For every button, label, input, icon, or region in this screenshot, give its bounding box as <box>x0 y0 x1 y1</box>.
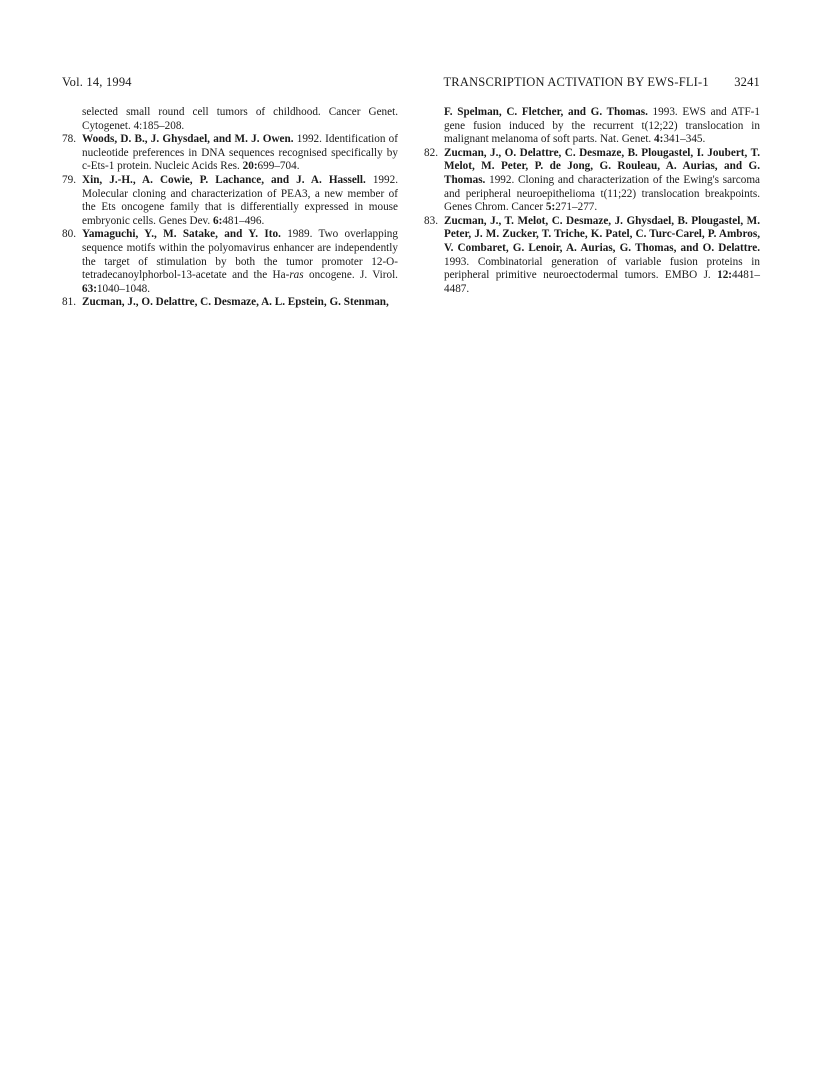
reference-authors: Yamaguchi, Y., M. Satake, and Y. Ito. <box>82 228 281 241</box>
reference-volume: 20: <box>242 160 258 173</box>
reference-volume: 5: <box>545 201 556 214</box>
reference-pages: 4481–4487. <box>444 269 760 295</box>
journal-volume: Vol. 14, 1994 <box>62 75 132 89</box>
reference-number: 79. <box>62 173 76 186</box>
reference-number: 83. <box>424 214 438 227</box>
reference-italic-gene: ras <box>289 269 304 282</box>
reference-81-continuation <box>424 106 760 147</box>
reference-number: 80. <box>62 228 76 241</box>
reference-volume: 6: <box>213 214 223 227</box>
reference-82 <box>424 147 760 215</box>
reference-text: 1993. Combinatorial generation of variable fusion proteins in peripheral primitive neuroectodermal tumors. EMBO J. <box>444 255 760 282</box>
header-right <box>443 75 760 90</box>
reference-volume: 63: <box>82 282 97 295</box>
reference-79 <box>62 174 398 228</box>
reference-text: 1992. Identification of nucleotide preferences in DNA sequences recognised specifically by c-Ets-1 protein. Nucleic Acids Res. <box>82 133 398 173</box>
reference-text: 1993. EWS and ATF-1 gene fusion induced by the recurrent t(12;22) translocation in malignant melanoma of soft parts. Nat. Genet. <box>444 106 760 146</box>
running-title: TRANSCRIPTION ACTIVATION BY EWS-FLI-1 <box>443 75 709 89</box>
reference-81 <box>62 296 398 310</box>
reference-authors: Woods, D. B., J. Ghysdael, and M. J. Owen. <box>82 133 294 146</box>
reference-text-mid: oncogene. J. Virol. <box>303 269 398 282</box>
reference-continuation: selected small round cell tumors of childhood. Cancer Genet. Cytogenet. 4:185–208. <box>82 106 398 132</box>
page-header <box>62 75 760 91</box>
reference-text: 1989. Two overlapping sequence motifs within the polyomavirus enhancer are independently the target of stimulation by both the tumor promoter 12-O-tetradecanoylphorbol-13-acetate and the Ha- <box>82 228 398 282</box>
reference-number: 81. <box>62 296 76 309</box>
reference-pages: 341–345. <box>663 133 706 146</box>
reference-authors: F. Spelman, C. Fletcher, and G. Thomas. <box>444 106 648 118</box>
reference-text: 1992. Cloning and characterization of the Ewing's sarcoma and peripheral neuroepithelioma t(11;22) translocation breakpoints. Genes Chrom. Cancer <box>444 173 760 214</box>
reference-78 <box>62 133 398 174</box>
reference-authors: Zucman, J., T. Melot, C. Desmaze, J. Ghysdael, B. Plougastel, M. Peter, J. M. Zucker, T. Triche, K. Patel, C. Turc-Carel, P. Ambros, V. Combaret, G. Lenoir, A. Aurias, G. Thomas, and O. Delattre. <box>444 214 760 254</box>
reference-83 <box>424 215 760 297</box>
reference-pages: 271–277. <box>555 201 598 214</box>
reference-number: 82. <box>424 146 438 159</box>
reference-pages: 481–496. <box>222 214 265 227</box>
reference-text: 1992. Molecular cloning and characterization of PEA3, a new member of the Ets oncogene family that is differentially expressed in mouse embryonic cells. Genes Dev. <box>82 173 398 227</box>
left-column <box>62 106 398 310</box>
reference-volume: 12: <box>717 269 733 282</box>
reference-pages: 699–704. <box>257 160 300 173</box>
reference-number: 78. <box>62 133 76 146</box>
page-number: 3241 <box>734 75 760 89</box>
reference-authors: Zucman, J., O. Delattre, C. Desmaze, A. L. Epstein, G. Stenman, <box>82 296 389 309</box>
reference-80 <box>62 228 398 296</box>
reference-pages: 1040–1048. <box>96 282 151 295</box>
reference-authors: Xin, J.-H., A. Cowie, P. Lachance, and J. A. Hassell. <box>82 173 366 186</box>
right-column <box>424 106 760 296</box>
reference-volume: 4: <box>654 133 664 146</box>
reference-authors: Zucman, J., O. Delattre, C. Desmaze, B. Plougastel, I. Joubert, T. Melot, M. Peter, P. de Jong, G. Rouleau, A. Aurias, and G. Thomas. <box>444 146 760 186</box>
